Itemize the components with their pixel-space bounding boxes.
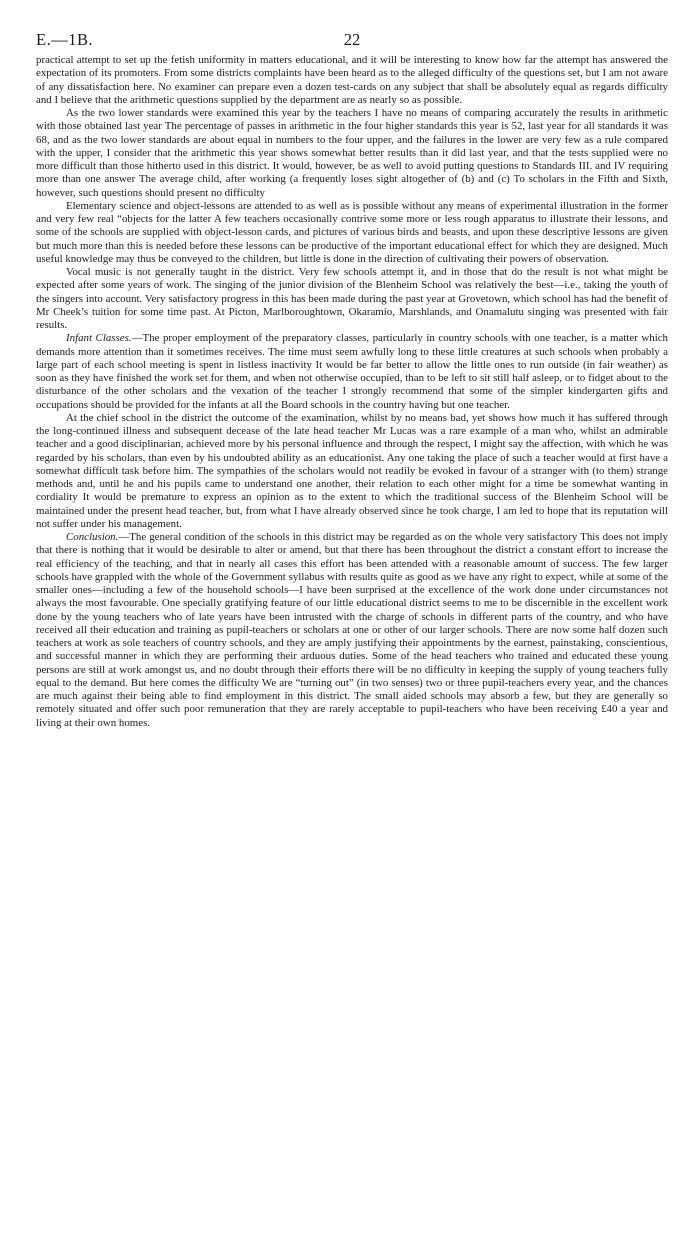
paragraph-infant-classes: Infant Classes.—The proper employment of the preparatory classes, particularly in country schools with one teacher, is a matter which demands more attention than it sometimes receives. The time must seem awfully long to these little creatures at such schools when probably a large part of each school meeting is spent in listless inactivity It would be far better to allow the little ones to run outside (in fair weather) as soon as they have finished the work set for them, and when not otherwise occupied, than to be left to sit still half asleep, or to fidget about to the disturbance of the other scholars and the vexation of the teacher I strongly recommend that some of the simpler kindergarten gifts and occupations should be provided for the infants at all the Board schools in the country having but one teacher. <box>36 332 668 411</box>
paragraph-conclusion: Conclusion.—The general condition of the schools in this district may be regarded as on the whole very satisfactory This does not imply that there is nothing that it would be desirable to alter or amend, but that there has been throughout the district a constant effort to increase the real efficiency of the teaching, and that in nearly all cases this effort has been attended with a reasonable amount of success. The few larger schools have grappled with the whole of the Government syllabus with results quite as good as we have any right to expect, while at some of the smaller ones—including a few of the household schools—I have been surprised at the excellence of the work done under circumstances not always the most favourable. One specially gratifying feature of our little educational district seems to me to be discernible in the excellent work done by the young teachers who of late years have been intrusted with the charge of schools in different parts of the country, and who have received all their education and training as pupil-teachers or scholars at one or other of our larger schools. There are now some half dozen such teachers at work as sole teachers of country schools, and they are amply justifying their appointments by the earnest, painstaking, conscientious, and successful manner in which they are performing their arduous duties. Some of the head teachers who trained and educated these young persons are still at work amongst us, and no doubt through their efforts there will be no difficulty in keeping the supply of young teachers fully equal to the demand. But here comes the difficulty We are “turning out” (in two senses) two or three pupil-teachers every year, and the chances are much against their being able to find employment in this district. The small aided schools may absorb a few, but they are generally so remotely situated and offer such poor remuneration that they are rarely acceptable to pupil-teachers who have been receiving £40 a year and living at their own homes. <box>36 531 668 729</box>
paragraph-arithmetic-results: As the two lower standards were examined this year by the teachers I have no means of comparing accurately the results in arithmetic with those obtained last year The percentage of passes in arithmetic in the four higher standards this year is 52, last year for all standards it was 68, and as the two lower standards are about equal in numbers to the four upper, and the failures in the lower are very few as a rule compared with the upper, I consider that the arithmetic this year shows somewhat better results than it did last year, and that the tests supplied were no more difficult than those hitherto used in this district. It would, however, be as well to avoid putting questions to Standards III. and IV requiring more than one answer The average child, after working (a frequently loses sight altogether of (b) and (c) To scholars in the Fifth and Sixth, however, such questions should present no difficulty <box>36 107 668 199</box>
document-page <box>36 30 668 730</box>
document-reference: E.—1B. <box>36 30 94 49</box>
section-lead-infant-classes: Infant Classes. <box>66 332 132 345</box>
report-body <box>36 54 668 730</box>
paragraph-chief-school: At the chief school in the district the outcome of the examination, whilst by no means bad, yet shows how much it has suffered through the long-continued illness and subsequent decease of the late head teacher Mr Lucas was a rare example of a man who, whilst an admirable teacher and a good disciplinarian, achieved more by his personal influence and through the respect, I might say the affection, with which he was regarded by his scholars, than even by his undoubted ability as an educationist. Any one taking the place of such a teacher would at first have a somewhat difficult task before him. The sympathies of the scholars would not readily be evoked in favour of a stranger with (to them) strange methods and, until he and his pupils came to understand one another, their relation to each other might for a time be somewhat wanting in cordiality It would be premature to express an opinion as to the extent to which the traditional success of the Blenheim School will be maintained under the present head teacher, but, from what I have already observed since he took charge, I am led to hope that its reputation will not suffer under his management. <box>36 411 668 530</box>
section-lead-conclusion: Conclusion. <box>66 531 119 543</box>
paragraph-vocal-music: Vocal music is not generally taught in the district. Very few schools attempt it, and in those that do the result is not what might be expected after some years of work. The singing of the junior division of the Blenheim School was relatively the best—i.e., taking the youth of the singers into account. Very satisfactory progress in this has been made during the past year at Grovetown, which school has had the benefit of Mr Cheek’s tuition for some time past. At Picton, Marlboroughtown, Okaramio, Marshlands, and Onamalutu singing was presented with fair results. <box>36 266 668 331</box>
page-number: 22 <box>343 30 361 49</box>
page-header <box>36 30 668 54</box>
paragraph-arithmetic-uniformity: practical attempt to set up the fetish uniformity in matters educational, and it will be interesting to know how far the attempt has answered the expectation of its promoters. From some districts complaints have been heard as to the alleged difficulty of the questions set, but I am not aware of any dissatisfaction here. No examiner can prepare even a dozen test-cards on any subject that shall be absolutely equal as regards difficulty and I believe that the arithmetic questions supplied by the department are as nearly so as possible. <box>36 54 668 106</box>
paragraph-science-object-lessons: Elementary science and object-lessons are attended to as well as is possible without any means of experimental illustration in the former and very few real “objects for the latter A few teachers occasionally contrive some more or less rough apparatus to illustrate their lessons, and some of the schools are supplied with object-lesson cards, and pictures of various birds and beasts, and upon these descriptive lessons are given but much more than this is needed before these lessons can be productive of the important educational effect for which they are designed. Much useful knowledge may thus be conveyed to the children, but little is done in the direction of cultivating their powers of observation. <box>36 199 668 265</box>
